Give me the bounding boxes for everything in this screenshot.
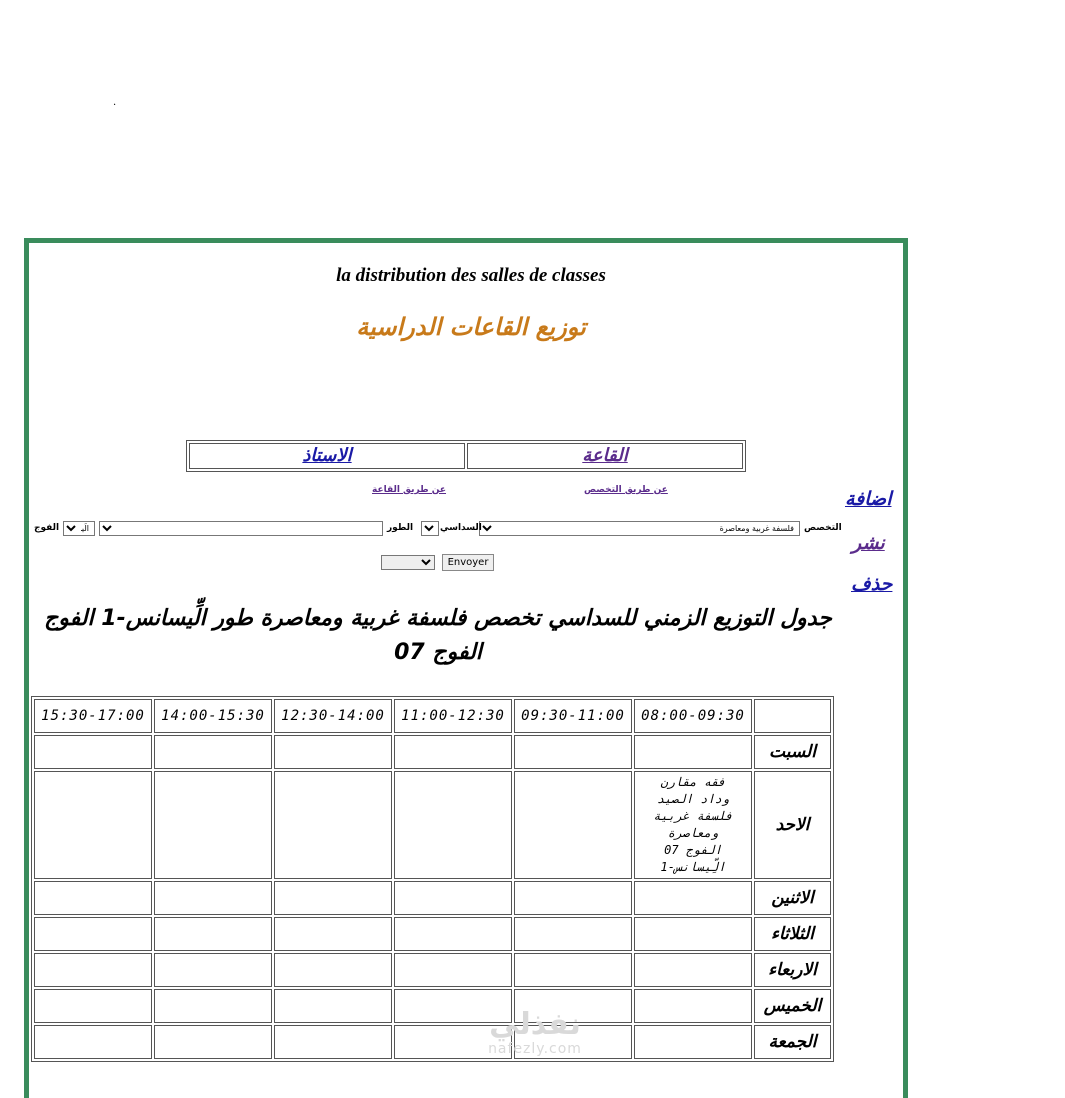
- entry-teacher: وداد الصيد: [656, 792, 730, 806]
- day-label: الاحد: [754, 771, 831, 879]
- empty-cell: [34, 735, 152, 769]
- schedule-entry: [634, 771, 752, 879]
- schedule-title: جدول التوزيع الزمني للسداسي تخصص فلسفة غربية ومعاصرة طور الِّيسانس-1 الفوج الفوج 07: [44, 606, 832, 665]
- empty-cell: [634, 1025, 752, 1059]
- watermark-arabic: نفذلي: [489, 1007, 581, 1042]
- semester-label: السداسي: [440, 523, 482, 533]
- view-tabs: [186, 440, 746, 472]
- empty-cell: [394, 953, 512, 987]
- extra-select[interactable]: [381, 555, 435, 570]
- day-label: الاثنين: [754, 881, 831, 915]
- empty-cell: [154, 881, 272, 915]
- empty-cell: [634, 989, 752, 1023]
- empty-cell: [514, 771, 632, 879]
- day-label: الاربعاء: [754, 953, 831, 987]
- slot-header: 15:30-17:00: [34, 699, 152, 733]
- empty-cell: [514, 735, 632, 769]
- day-row-friday: [34, 1025, 831, 1059]
- empty-cell: [154, 917, 272, 951]
- empty-cell: [394, 917, 512, 951]
- empty-cell: [514, 917, 632, 951]
- semester-select[interactable]: [421, 521, 439, 536]
- group-label: الفوج: [34, 523, 60, 533]
- empty-cell: [394, 735, 512, 769]
- filter-row: [34, 521, 842, 537]
- empty-cell: [274, 735, 392, 769]
- empty-cell: [274, 1025, 392, 1059]
- delete-link[interactable]: حذف: [851, 573, 893, 595]
- watermark: [465, 1008, 605, 1056]
- submit-button[interactable]: Envoyer: [442, 554, 494, 571]
- day-row-monday: [34, 881, 831, 915]
- link-by-specialty[interactable]: عن طريق التخصص: [584, 485, 668, 495]
- empty-cell: [154, 771, 272, 879]
- empty-cell: [634, 917, 752, 951]
- day-row-sunday: [34, 771, 831, 879]
- page-title-arabic: توزيع القاعات الدراسية: [356, 313, 586, 341]
- empty-cell: [34, 953, 152, 987]
- stray-dot: .: [113, 97, 117, 108]
- day-label: الثلاثاء: [754, 917, 831, 951]
- empty-cell: [274, 917, 392, 951]
- empty-cell: [634, 881, 752, 915]
- level-label: الطور: [387, 523, 414, 533]
- corner-cell: [754, 699, 831, 733]
- empty-cell: [154, 953, 272, 987]
- level-select[interactable]: [99, 521, 383, 536]
- slot-header: 12:30-14:00: [274, 699, 392, 733]
- day-row-saturday: [34, 735, 831, 769]
- empty-cell: [274, 953, 392, 987]
- empty-cell: [274, 989, 392, 1023]
- empty-cell: [514, 881, 632, 915]
- tab-teacher[interactable]: الاستاذ: [189, 443, 465, 469]
- header-row: [34, 699, 831, 733]
- empty-cell: [154, 1025, 272, 1059]
- empty-cell: [154, 735, 272, 769]
- empty-cell: [34, 989, 152, 1023]
- day-row-tuesday: [34, 917, 831, 951]
- publish-link[interactable]: نشر: [852, 532, 885, 554]
- day-label: الجمعة: [754, 1025, 831, 1059]
- empty-cell: [634, 953, 752, 987]
- link-by-room[interactable]: عن طريق القاعة: [372, 485, 447, 495]
- empty-cell: [34, 1025, 152, 1059]
- watermark-latin: nafezly.com: [488, 1041, 582, 1057]
- empty-cell: [394, 881, 512, 915]
- add-link[interactable]: اضافة: [845, 488, 892, 510]
- slot-header: 09:30-11:00: [514, 699, 632, 733]
- empty-cell: [634, 735, 752, 769]
- entry-specialty: فلسفة غربية ومعاصرة: [653, 809, 733, 840]
- entry-group: الفوج 07: [664, 843, 722, 857]
- day-row-thursday: [34, 989, 831, 1023]
- entry-course: فقه مقارن: [660, 775, 726, 789]
- empty-cell: [274, 881, 392, 915]
- empty-cell: [34, 917, 152, 951]
- day-label: الخميس: [754, 989, 831, 1023]
- day-row-wednesday: [34, 953, 831, 987]
- day-label: السبت: [754, 735, 831, 769]
- specialty-label: التخصص: [804, 523, 842, 533]
- empty-cell: [514, 953, 632, 987]
- empty-cell: [34, 881, 152, 915]
- empty-cell: [394, 771, 512, 879]
- group-select[interactable]: [63, 521, 95, 536]
- empty-cell: [154, 989, 272, 1023]
- tab-room[interactable]: القاعة: [467, 443, 743, 469]
- slot-header: 11:00-12:30: [394, 699, 512, 733]
- empty-cell: [34, 771, 152, 879]
- page-title-french: la distribution des salles de classes: [336, 265, 606, 286]
- entry-level: الِّيسانس-1: [660, 860, 726, 874]
- slot-header: 08:00-09:30: [634, 699, 752, 733]
- specialty-select[interactable]: [479, 521, 800, 536]
- empty-cell: [274, 771, 392, 879]
- slot-header: 14:00-15:30: [154, 699, 272, 733]
- schedule-table: [31, 696, 834, 1062]
